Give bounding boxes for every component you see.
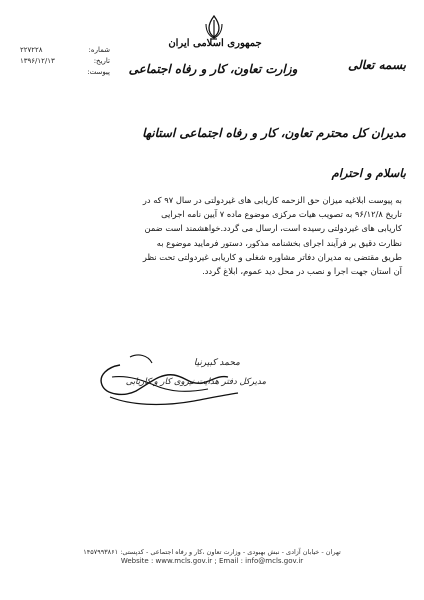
ministry-title: وزارت تعاون، کار و رفاه اجتماعی	[128, 62, 298, 76]
iran-emblem-icon	[203, 14, 225, 40]
footer-address: تهران - خیابان آزادی - نبش بهبودی - وزارت تعاون ،کار و رفاه اجتماعی - کدپستی: ۱۴۵۷۹۹۳۸۶۱	[83, 548, 341, 556]
letter-number-label: شماره:	[88, 46, 110, 54]
bismillah-heading: بسمه تعالی	[347, 58, 406, 72]
body-line: طریق مقتضی به مدیران دفاتر مشاوره شغلی و کاریابی غیردولتی تحت نظر	[142, 251, 402, 262]
letter-date-label: تاریخ:	[93, 57, 110, 65]
letter-number-value: ۲۲۷۲۲۸	[20, 46, 43, 54]
signatory-title: مدیرکل دفتر هدایت نیروی کار و کاریابی	[125, 377, 266, 387]
body-line: نظارت دقیق بر فرآیند اجرای بخشنامه مذکور، دستور فرمایید موضوع به	[156, 237, 402, 248]
greeting: باسلام و احترام	[331, 166, 406, 180]
letter-date-value: ۱۳۹۶/۱۲/۱۳	[20, 57, 55, 65]
addressee: مدیران کل محترم تعاون، کار و رفاه اجتماعی استانها	[142, 126, 406, 140]
body-line: تاریخ ۹۶/۱۲/۸ به تصویب هیات مرکزی موضوع ماده ۷ آیین نامه اجرایی	[161, 209, 402, 220]
signatory-name: محمد کبیرنیا	[193, 358, 240, 368]
letter-enclosure	[20, 68, 110, 76]
footer-website: Website : www.mcls.gov.ir ; Email : info@mcls.gov.ir	[120, 557, 304, 565]
letter-number	[20, 46, 110, 54]
body-line: آن استان جهت اجرا و نصب در محل دید عموم، ابلاغ گردد.	[202, 266, 402, 277]
body-line: کاریابی های غیردولتی رسیده است، ارسال می گردد.خواهشمند است ضمن	[144, 223, 402, 234]
letter-enclosure-label: پیوست:	[87, 68, 110, 76]
republic-title: جمهوری اسلامی ایران	[168, 38, 262, 49]
letter-date	[20, 57, 110, 65]
letter-footer	[0, 548, 424, 566]
body-line: به پیوست ابلاغیه میزان حق الزحمه کاریابی های غیردولتی در سال ۹۷ که در	[142, 195, 402, 205]
letter-body	[18, 193, 402, 278]
